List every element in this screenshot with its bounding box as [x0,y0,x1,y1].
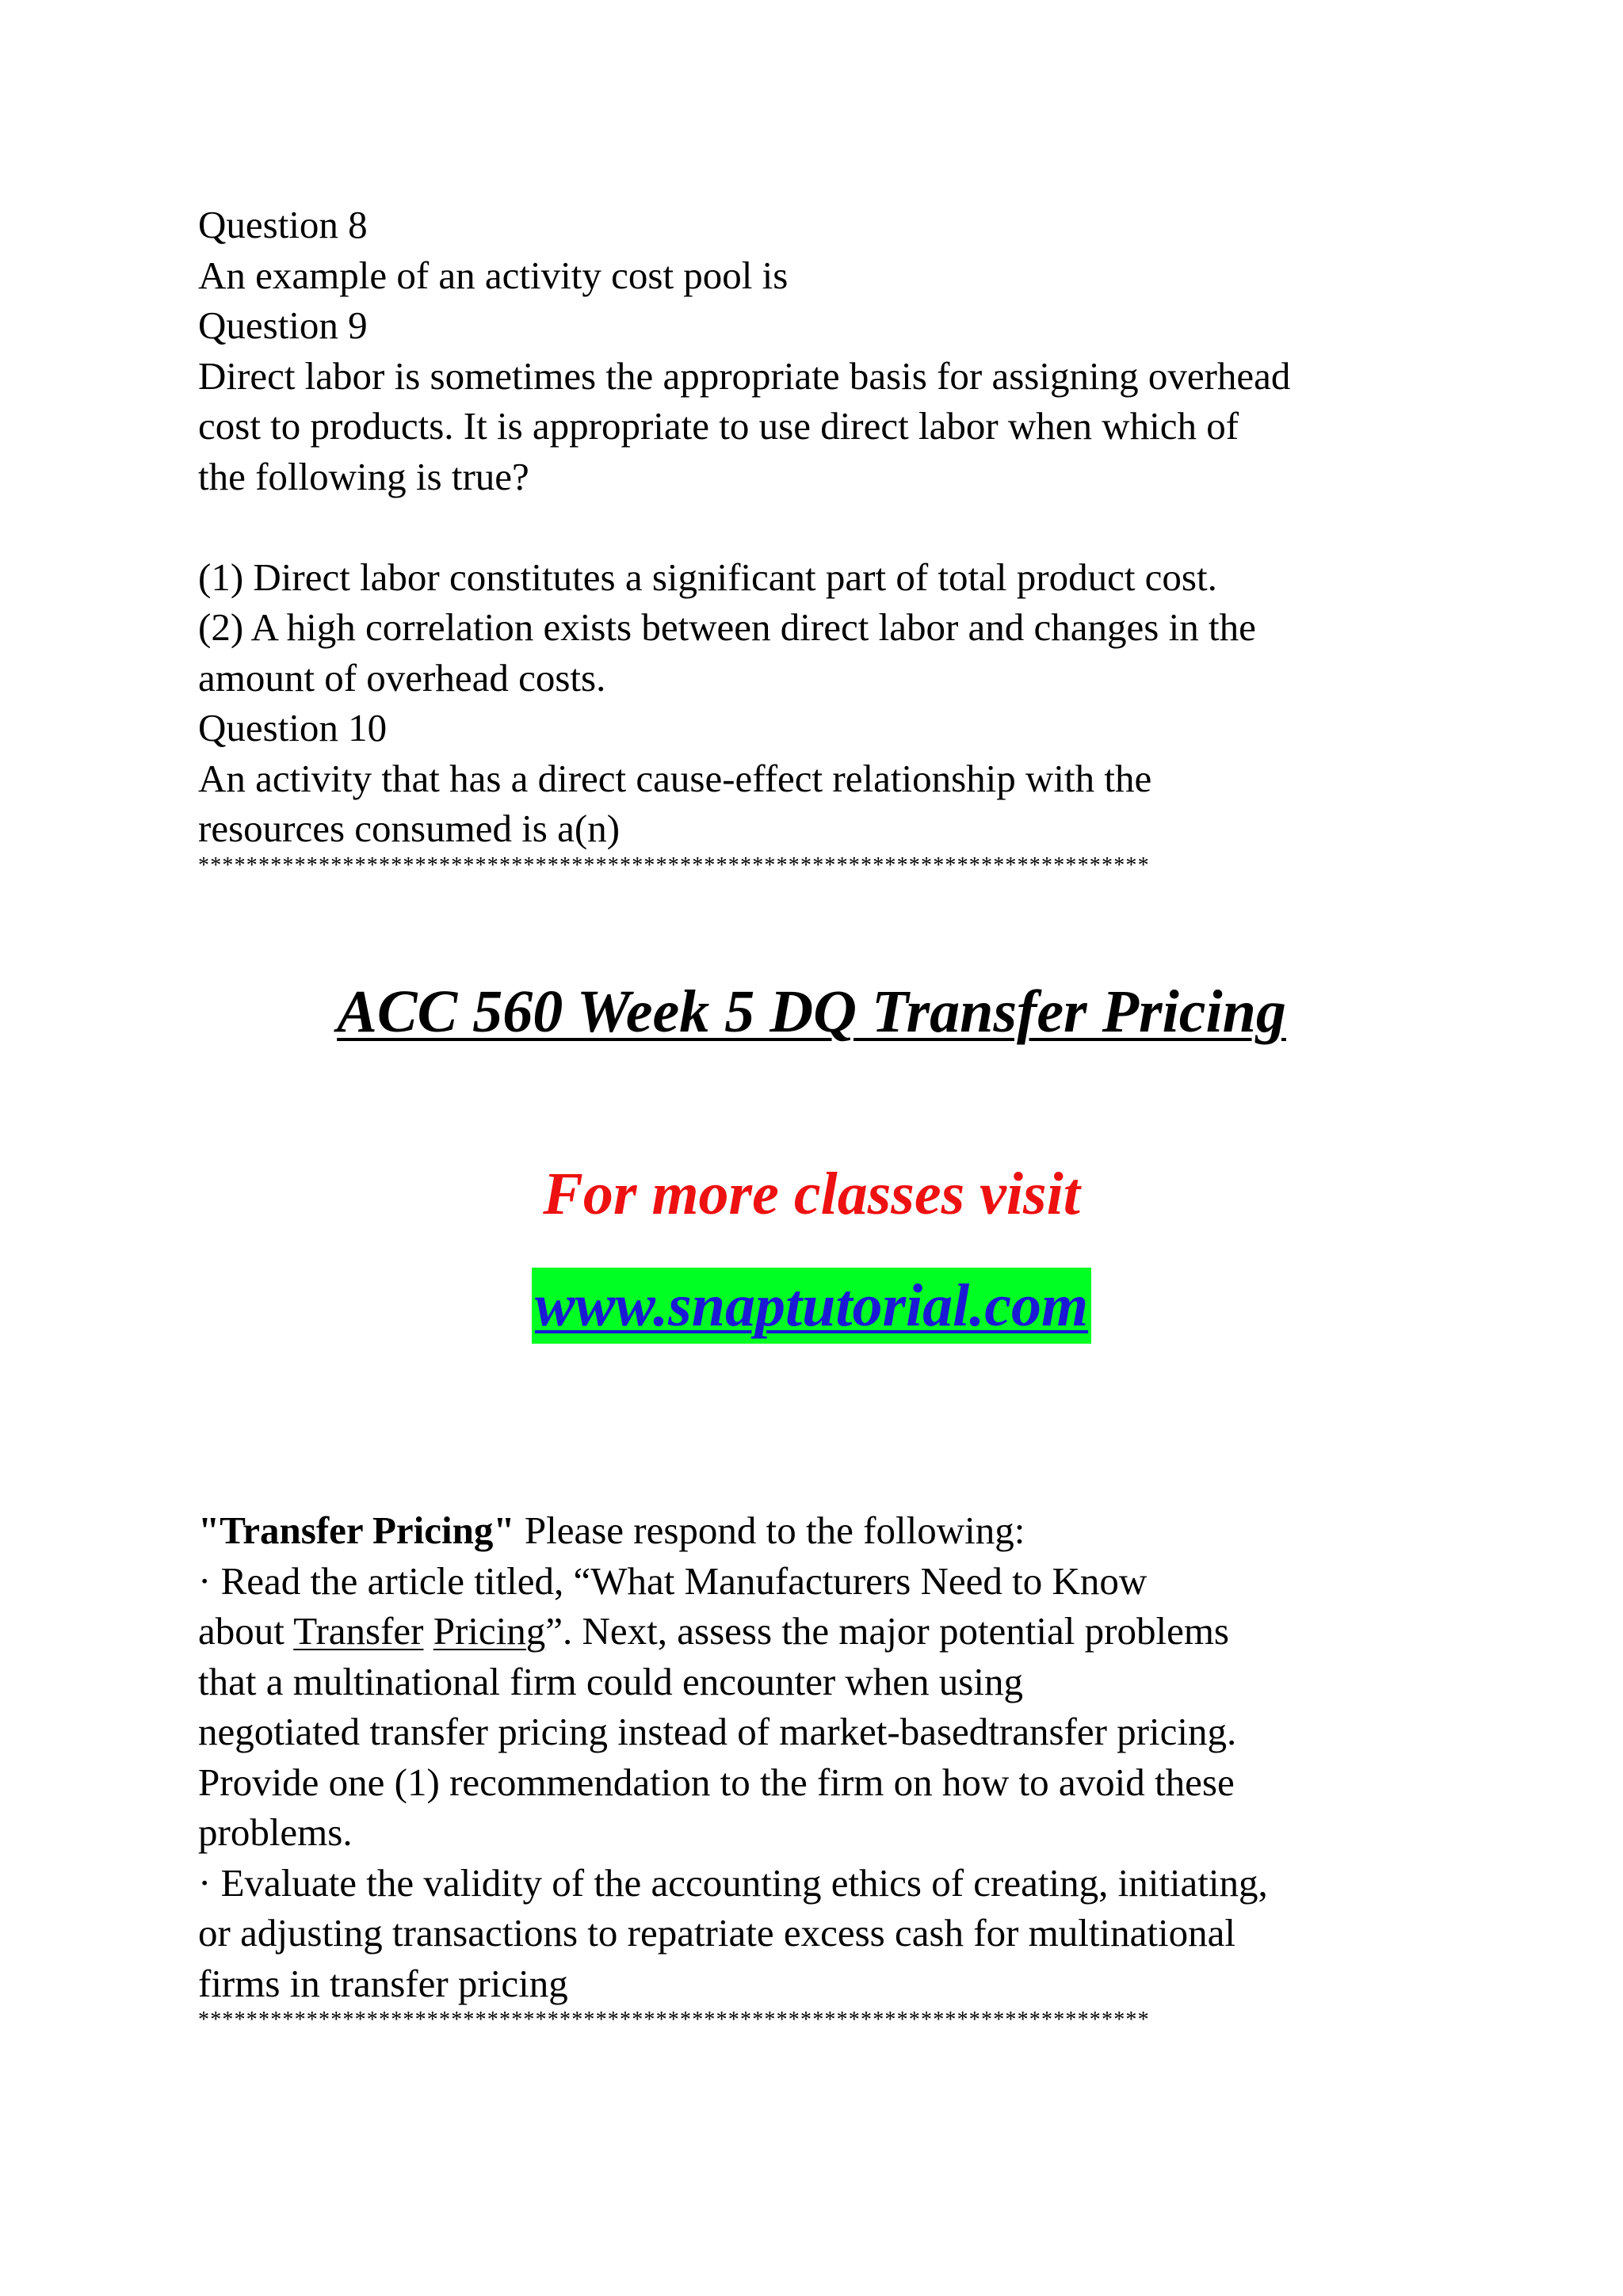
question-9-text-line: cost to products. It is appropriate to use direct labor when which of [198,404,1239,448]
prompt-intro-text: Please respond to the following: [514,1508,1025,1552]
text-segment: about [198,1609,294,1653]
bullet-2-line: firms in transfer pricing [198,1961,568,2005]
bullet-1-line: · Read the article titled, “What Manufacturers Need to Know [198,1558,1148,1603]
bullet-1-line [198,1606,1434,1657]
promo-text: For more classes visit [543,1161,1080,1227]
question-10-label: Question 10 [198,706,388,749]
question-9-text-line: Direct labor is sometimes the appropriate basis for assigning overhead [198,353,1291,398]
text-segment: ”. Next, assess the major potential problems [545,1609,1230,1653]
bullet-1-line: that a multinational firm could encounter when using [198,1659,1023,1703]
text-segment [423,1609,433,1653]
prompt-section [198,1505,1434,2032]
document-title: ACC 560 Week 5 DQ Transfer Pricing [337,978,1286,1045]
prompt-topic: "Transfer Pricing" [198,1508,515,1552]
question-9-option-1: (1) Direct labor constitutes a significant part of total product cost. [198,555,1217,599]
bullet-2-line: · Evaluate the validity of the accounting ethics of creating, initiating, [198,1860,1268,1905]
bullet-1-line: Provide one (1) recommendation to the firm on how to avoid these [198,1760,1235,1804]
bullet-2-line: or adjusting transactions to repatriate excess cash for multinational [198,1911,1235,1955]
questions-section [198,200,1434,878]
bullet-1-line: negotiated transfer pricing instead of market-basedtransfer pricing. [198,1710,1237,1753]
question-9-text-line: the following is true? [198,454,529,498]
question-8-text: An example of an activity cost pool is [198,253,789,297]
url-container [0,1268,1623,1344]
prompt-intro [198,1505,1434,1556]
website-link[interactable]: www.snaptutorial.com [532,1268,1091,1344]
question-9-option-2: (2) A high correlation exists between direct labor and changes in the [198,605,1256,649]
question-10-text-line: resources consumed is a(n) [198,807,621,850]
underlined-word: Transfer [293,1609,424,1653]
underlined-word: Pricing [433,1609,546,1653]
question-8-label: Question 8 [198,203,368,246]
question-10-text-line: An activity that has a direct cause-effect relationship with the [198,756,1152,800]
question-9-option-2-cont: amount of overhead costs. [198,655,606,700]
bullet-1-line: problems. [198,1810,353,1854]
blank-line [198,502,1434,552]
question-9-label: Question 9 [198,303,368,347]
separator-stars: ******************************************************************************* [198,2008,1150,2032]
separator-stars: ******************************************************************************* [198,852,1150,878]
